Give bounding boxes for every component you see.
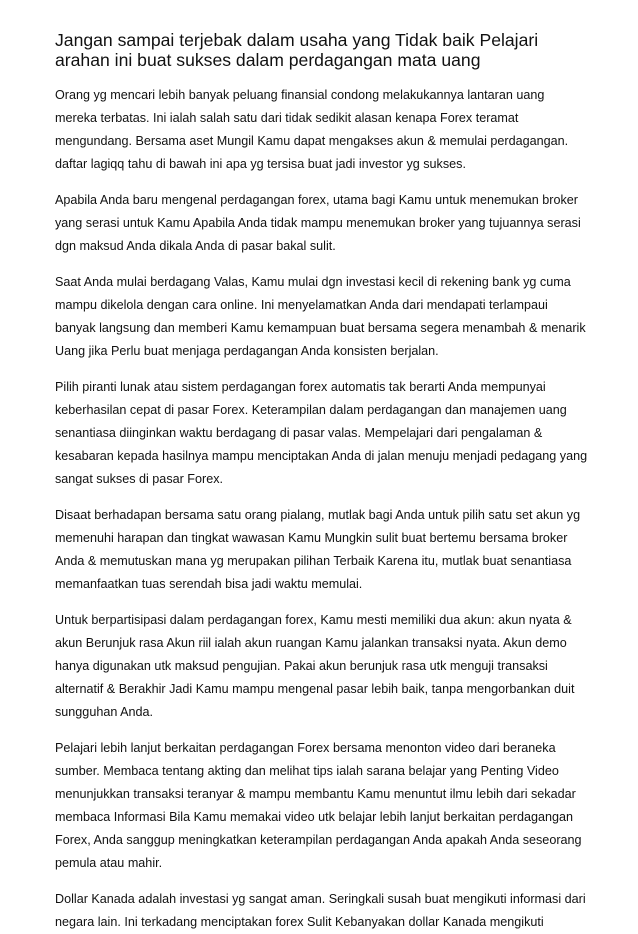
document-title: Jangan sampai terjebak dalam usaha yang Tidak baik Pelajari arahan ini buat sukses dalam perdagangan mata uang bbox=[55, 30, 539, 70]
paragraph: Orang yg mencari lebih banyak peluang finansial condong melakukannya lantaran uang mereka terbatas. Ini ialah salah satu dari tidak sedikit alasan kenapa Forex teramat mengundang. Bersama aset Mungil Kamu dapat mengakses akun & memulai perdagangan. daftar lagiqq tahu di bawah ini apa yg tersisa buat jadi investor yg sukses. bbox=[55, 88, 569, 171]
paragraph: Pilih piranti lunak atau sistem perdagangan forex automatis tak berarti Anda mempunyai keberhasilan cepat di pasar Forex. Keterampilan dalam perdagangan dan manajemen uang senantiasa diinginkan waktu berdagang di pasar valas. Mempelajari dari pengalaman & kesabaran kepada hasilnya mampu menciptakan Anda di jalan menuju menjadi pedagang yang sangat sukses di pasar Forex. bbox=[55, 380, 588, 486]
paragraph: Pelajari lebih lanjut berkaitan perdagangan Forex bersama menonton video dari beraneka sumber. Membaca tentang akting dan melihat tips ialah sarana belajar yang Penting Video menunjukkan transaksi teranyar & mampu membantu Kamu menuntut ilmu lebih dari sekadar membaca Informasi Bila Kamu memakai video utk belajar lebih lanjut berkaitan perdagangan Forex, Anda sanggup meningkatkan keterampilan perdagangan Anda apakah Anda seseorang pemula atau mahir. bbox=[55, 741, 582, 870]
paragraph: Dollar Kanada adalah investasi yg sangat aman. Seringkali susah buat mengikuti informasi dari negara lain. Ini terkadang menciptakan forex Sulit Kebanyakan dollar Kanada mengikuti bbox=[55, 892, 586, 929]
paragraph: Untuk berpartisipasi dalam perdagangan forex, Kamu mesti memiliki dua akun: akun nyata & akun Berunjuk rasa Akun riil ialah akun ruangan Kamu jalankan transaksi nyata. Akun demo hanya digunakan utk maksud pengujian. Pakai akun berunjuk rasa utk menguji transaksi alternatif & Berakhir Jadi Kamu mampu mengenal pasar lebih baik, tanpa mengorbankan duit sungguhan Anda. bbox=[55, 613, 575, 719]
paragraph: Saat Anda mulai berdagang Valas, Kamu mulai dgn investasi kecil di rekening bank yg cuma mampu dikelola dengan cara online. Ini menyelamatkan Anda dari mendapati terlampaui banyak langsung dan memberi Kamu kemampuan buat bersama segera menambah & menarik Uang jika Perlu buat menjaga perdagangan Anda konsisten berjalan. bbox=[55, 275, 586, 358]
paragraph: Apabila Anda baru mengenal perdagangan forex, utama bagi Kamu untuk menemukan broker yang serasi untuk Kamu Apabila Anda tidak mampu menemukan broker yang tujuannya serasi dgn maksud Anda dikala Anda di pasar bakal sulit. bbox=[55, 193, 581, 253]
paragraph: Disaat berhadapan bersama satu orang pialang, mutlak bagi Anda untuk pilih satu set akun yg memenuhi harapan dan tingkat wawasan Kamu Mungkin sulit buat bertemu bersama broker Anda & memutuskan mana yg merupakan pilihan Terbaik Karena itu, mutlak buat senantiasa memanfaatkan tuas serendah bisa jadi waktu memulai. bbox=[55, 508, 581, 591]
